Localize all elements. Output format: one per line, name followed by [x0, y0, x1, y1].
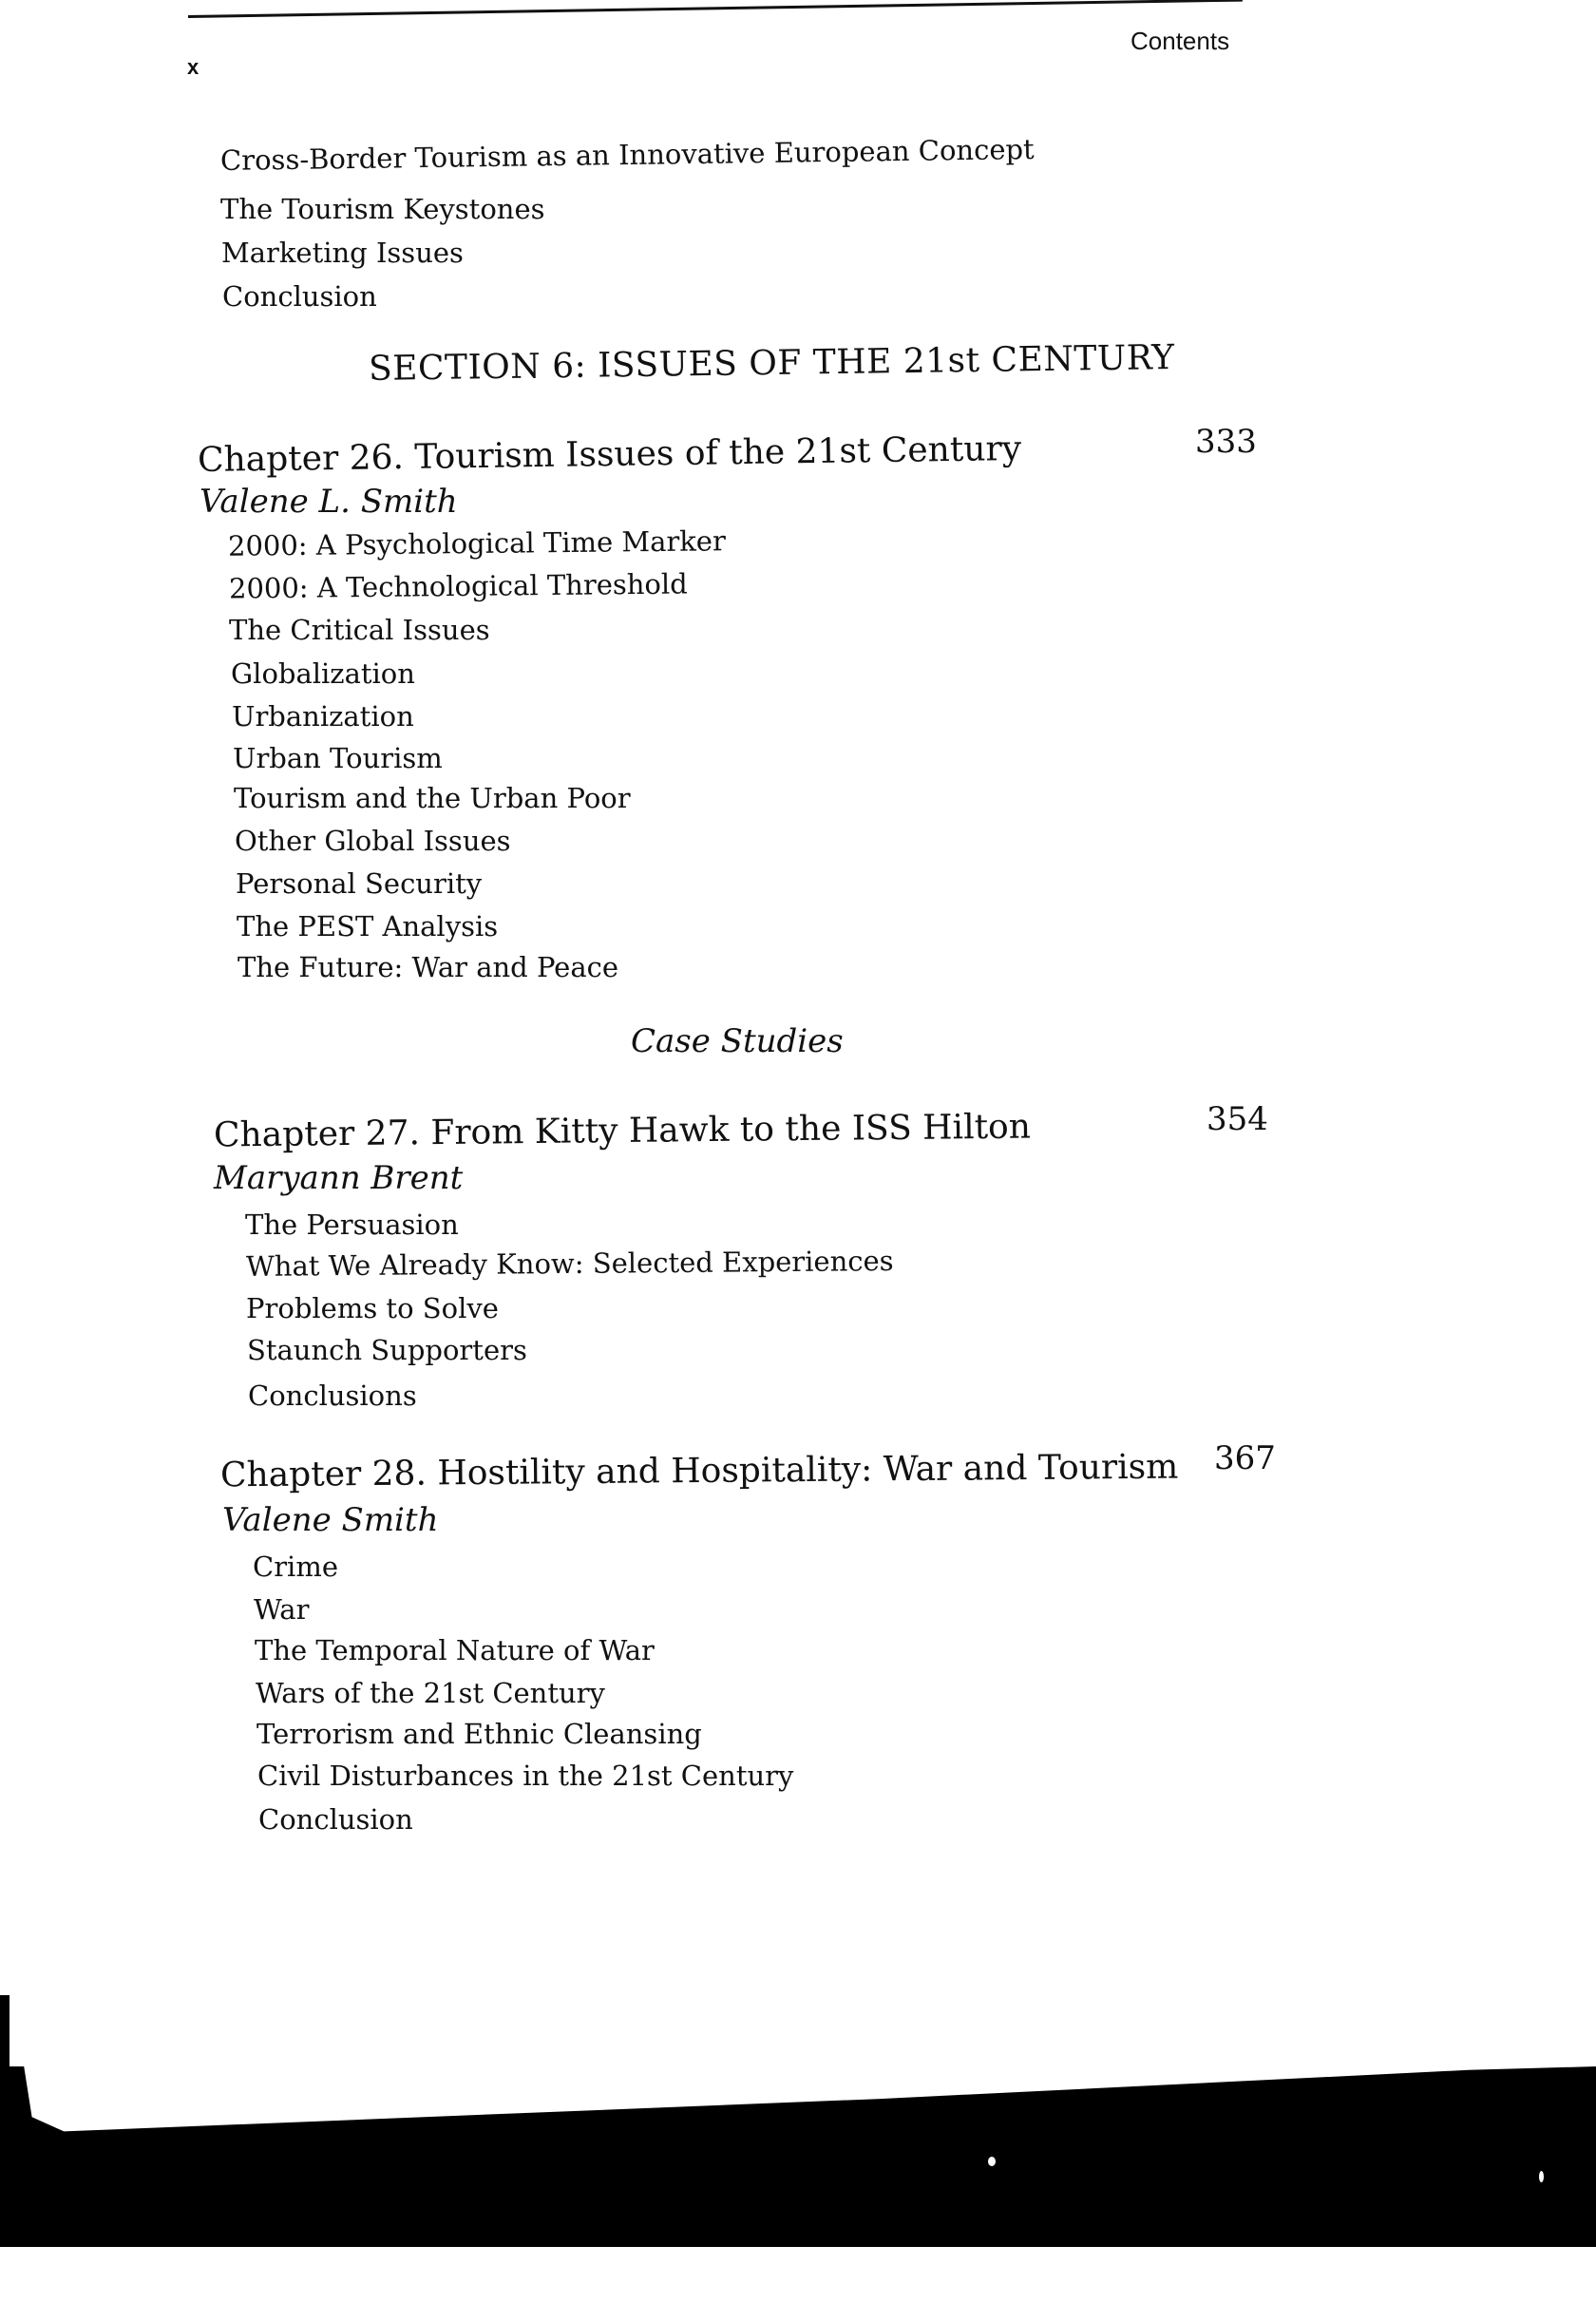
chapter-page-number: 354 — [1206, 1100, 1268, 1138]
toc-item: The PEST Analysis — [237, 910, 499, 942]
toc-item: Crime — [253, 1551, 338, 1583]
toc-item: The Persuasion — [245, 1209, 459, 1241]
toc-item: Conclusions — [248, 1380, 417, 1412]
toc-item: Urbanization — [232, 700, 414, 733]
toc-item: Conclusion — [258, 1803, 413, 1836]
toc-item: The Temporal Nature of War — [255, 1634, 655, 1666]
chapter-page-number: 333 — [1195, 423, 1257, 461]
toc-item: Globalization — [231, 657, 415, 690]
page-folio: x — [187, 55, 200, 79]
toc-item: Problems to Solve — [246, 1292, 499, 1324]
toc-item: War — [254, 1593, 310, 1626]
toc-item: Other Global Issues — [235, 825, 511, 857]
chapter-title: Chapter 28. Hostility and Hospitality: War and Tourism — [219, 1447, 1179, 1495]
case-studies-heading: Case Studies — [631, 1022, 844, 1060]
chapter-author: Valene Smith — [222, 1501, 439, 1539]
chapter-title: Chapter 26. Tourism Issues of the 21st Century — [197, 428, 1022, 481]
chapter-page-number: 367 — [1214, 1439, 1276, 1477]
toc-item: Wars of the 21st Century — [256, 1677, 605, 1709]
header-rule — [188, 0, 1243, 18]
toc-item: Terrorism and Ethnic Cleansing — [256, 1718, 702, 1750]
toc-item: Personal Security — [236, 867, 483, 900]
toc-item: Urban Tourism — [233, 742, 443, 774]
toc-item: Staunch Supporters — [247, 1334, 527, 1366]
toc-item: 2000: A Technological Threshold — [228, 567, 688, 605]
section-title: SECTION 6: ISSUES OF THE 21st CENTURY — [368, 338, 1175, 389]
scan-speck — [988, 2157, 996, 2166]
toc-item: The Future: War and Peace — [238, 951, 619, 983]
toc-item: What We Already Know: Selected Experiences — [245, 1245, 894, 1283]
toc-item: 2000: A Psychological Time Marker — [227, 524, 727, 562]
toc-item: The Tourism Keystones — [220, 193, 545, 225]
toc-item: Civil Disturbances in the 21st Century — [257, 1760, 794, 1792]
toc-item: Cross-Border Tourism as an Innovative European Concept — [219, 133, 1035, 177]
running-head: Contents — [1130, 27, 1230, 55]
chapter-author: Valene L. Smith — [200, 483, 458, 521]
toc-item: Conclusion — [222, 280, 377, 313]
toc-item: Tourism and the Urban Poor — [234, 782, 631, 814]
scan-speck — [1539, 2171, 1544, 2182]
chapter-title: Chapter 27. From Kitty Hawk to the ISS Hilton — [213, 1107, 1032, 1155]
toc-item: The Critical Issues — [229, 614, 490, 646]
scan-edge-bottom — [0, 2066, 1596, 2247]
chapter-author: Maryann Brent — [214, 1159, 464, 1197]
toc-item: Marketing Issues — [221, 237, 464, 269]
